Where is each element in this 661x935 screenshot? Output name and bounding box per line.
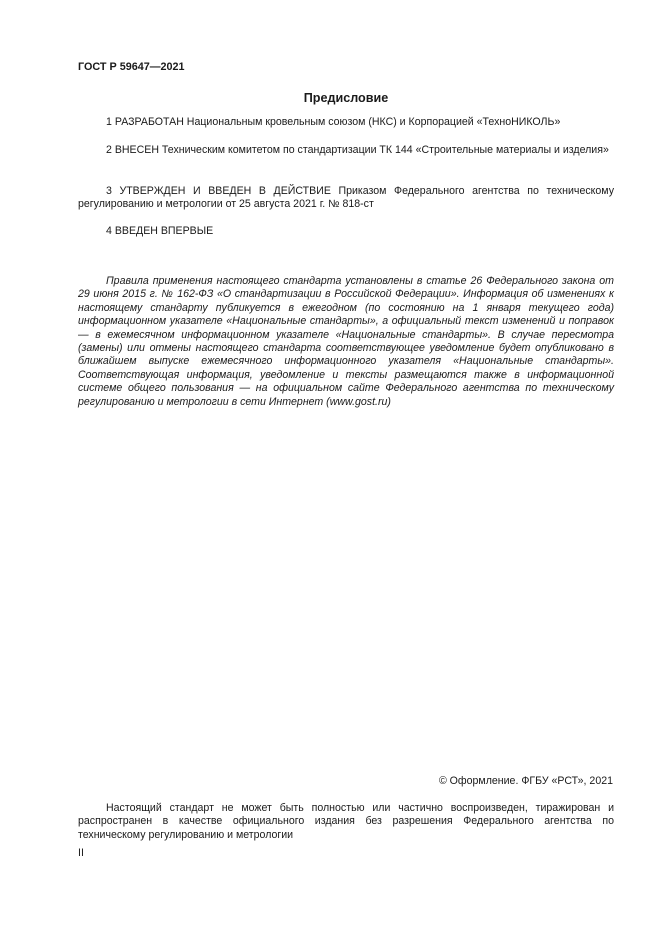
- preface-item-1: 1 РАЗРАБОТАН Национальным кровельным союзом (НКС) и Корпорацией «ТехноНИКОЛЬ»: [106, 116, 561, 128]
- rules-note: Правила применения настоящего стандарта установлены в статье 26 Федерального закона от 29 июня 2015 г. № 162-ФЗ «О стандартизации в Российской Федерации». Информация об изменениях к настоящему стандарту публикуется в ежегодном (по состоянию на 1 января текущего года) информационном указателе «Национальные стандарты», а официальный текст изменений и поправок — в ежемесячном информационном указателе «Национальные стандарты». В случае пересмотра (замены) или отмены настоящего стандарта соответствующее уведомление будет опубликовано в ближайшем выпуске ежемесячного информационного указателя «Национальные стандарты». Соответствующая информация, уведомление и тексты размещаются также в информационной системе общего пользования — на официальном сайте Федерального агентства по техническому регулированию и метрологии в сети Интернет (www.gost.ru): [78, 275, 614, 408]
- preface-item-3: 3 УТВЕРЖДЕН И ВВЕДЕН В ДЕЙСТВИЕ Приказом Федерального агентства по техническому регулированию и метрологии от 25 августа 2021 г. № 818-ст: [78, 185, 614, 211]
- preface-item-4: 4 ВВЕДЕН ВПЕРВЫЕ: [106, 225, 214, 237]
- document-designation: ГОСТ Р 59647—2021: [78, 61, 185, 73]
- copyright-line: © Оформление. ФГБУ «РСТ», 2021: [438, 775, 613, 787]
- reproduction-notice: Настоящий стандарт не может быть полностью или частично воспроизведен, тиражирован и распространен в качестве официального издания без разрешения Федерального агентства по техническому регулированию и метрологии: [78, 802, 614, 841]
- page-title: Предисловие: [303, 91, 389, 105]
- page-number: II: [78, 847, 84, 859]
- preface-item-2: 2 ВНЕСЕН Техническим комитетом по стандартизации ТК 144 «Строительные материалы и изделия»: [106, 144, 609, 156]
